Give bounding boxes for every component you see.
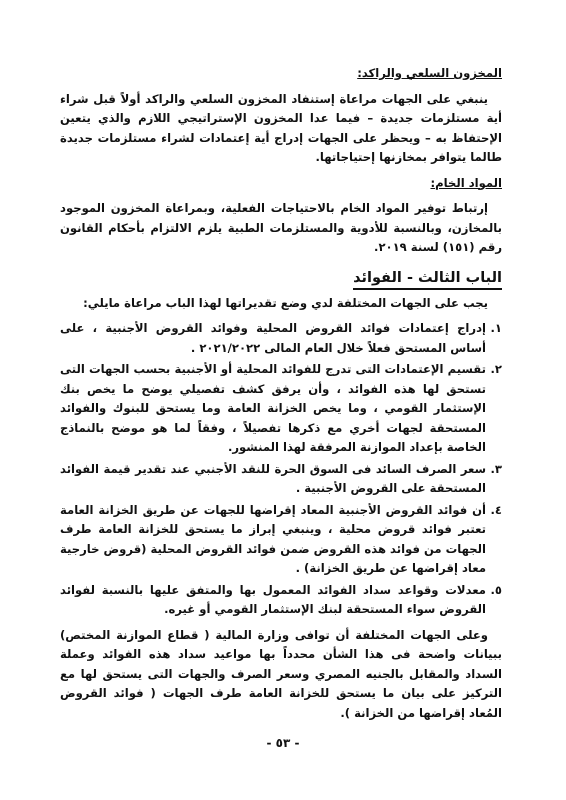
page-content bbox=[60, 64, 502, 729]
list-item-text: أن فوائد القروض الأجنبية المعاد إقراضها للجهات عن طريق الخزانة العامة تعتبر فوائد قروض محلية ، وينبغي إبراز ما يستحق للخزانة العامة طرف الجهات من فوائد هذه القروض ضمن فوائد القروض المحلية (قروض خارجية معاد إقراضها عن طريق الخزانة) . bbox=[60, 502, 486, 575]
inventory-paragraph: ينبغي على الجهات مراعاة إستنفاد المخزون السلعي والراكد أولاً قبل شراء أية مستلزمات جديدة – فيما عدا المخزون الإستراتيجي اللازم والذي يتعين الإحتفاظ به – ويحظر على الجهات إدراج أية إعتمادات لشراء مستلزمات جديدة طالما يتوافر بمخازنها إحتياجاتها. bbox=[60, 91, 502, 164]
inventory-heading: المخزون السلعي والراكد: bbox=[357, 66, 502, 80]
page-number: - ٥٣ - bbox=[266, 736, 300, 750]
list-item-number: ٢. bbox=[490, 362, 502, 376]
list-item-text: سعر الصرف السائد فى السوق الحرة للنقد الأجنبي عند تقدير قيمة الفوائد المستحقة على القروض الأجنبية . bbox=[60, 461, 486, 495]
raw-materials-paragraph: إرتباط توفير المواد الخام بالاحتياجات الفعلية، وبمراعاة المخزون الموجود بالمخازن، وبالنسبة للأدوية والمستلزمات الطبية يلزم الالتزام بأحكام القانون رقم (١٥١) لسنة ٢٠١٩. bbox=[60, 201, 502, 254]
requirements-list bbox=[60, 319, 502, 620]
list-item bbox=[60, 460, 502, 499]
list-item-number: ١. bbox=[490, 321, 502, 335]
intro-paragraph: يجب على الجهات المختلفة لدي وضع تقديراتها لهذا الباب مراعاة مايلي: bbox=[83, 295, 488, 310]
list-item bbox=[60, 360, 502, 458]
list-item bbox=[60, 581, 502, 620]
list-item-number: ٤. bbox=[490, 502, 502, 517]
raw-materials-heading: المواد الخام: bbox=[430, 175, 502, 190]
list-item-number: ٣. bbox=[490, 461, 502, 476]
list-item-text: تقسيم الإعتمادات التى تدرج للفوائد المحلية أو الأجنبية بحسب الجهات التى تستحق لها هذه الفوائد ، وأن يرفق كشف تفصيلي يوضح ما يخص بنك الإستثمار القومي ، وما يخص الخزانة العامة وما يستحق للبنوك والفوائد المستحقة لجهات أخري مع ذكرها تفصيلاً ، وفقاً لما هو موضح بالنماذج الخاصة بإعداد الموازنة المرفقة لهذا المنشور. bbox=[60, 362, 486, 454]
list-item-text: إدراج إعتمادات فوائد القروض المحلية وفوائد القروض الأجنبية ، على أساس المستحق فعلاً خلال العام المالى ٢٠٢١/٢٠٢٢ . bbox=[60, 321, 486, 355]
section-title: الباب الثالث - الفوائد bbox=[353, 268, 502, 290]
list-item bbox=[60, 501, 502, 579]
list-item bbox=[60, 319, 502, 358]
list-item-number: ٥. bbox=[490, 582, 502, 597]
list-item-text: معدلات وقواعد سداد الفوائد المعمول بها والمتفق عليها بالنسبة لفوائد القروض سواء المستحقة لبنك الإستثمار القومي أو غيره. bbox=[60, 582, 486, 616]
closing-paragraph: وعلى الجهات المختلفة أن توافى وزارة المالية ( قطاع الموازنة المختص) ببيانات واضحة فى هذا الشأن محدداً بها مواعيد سداد هذه الفوائد وعملة السداد والمقابل بالجنيه المصري وسعر الصرف والجهات التى يستحق لها مع التركيز على بيان ما يستحق للخزانة العامة طرف الجهات ( فوائد القروض المُعاد إقراضها من الخزانة ). bbox=[60, 627, 502, 720]
